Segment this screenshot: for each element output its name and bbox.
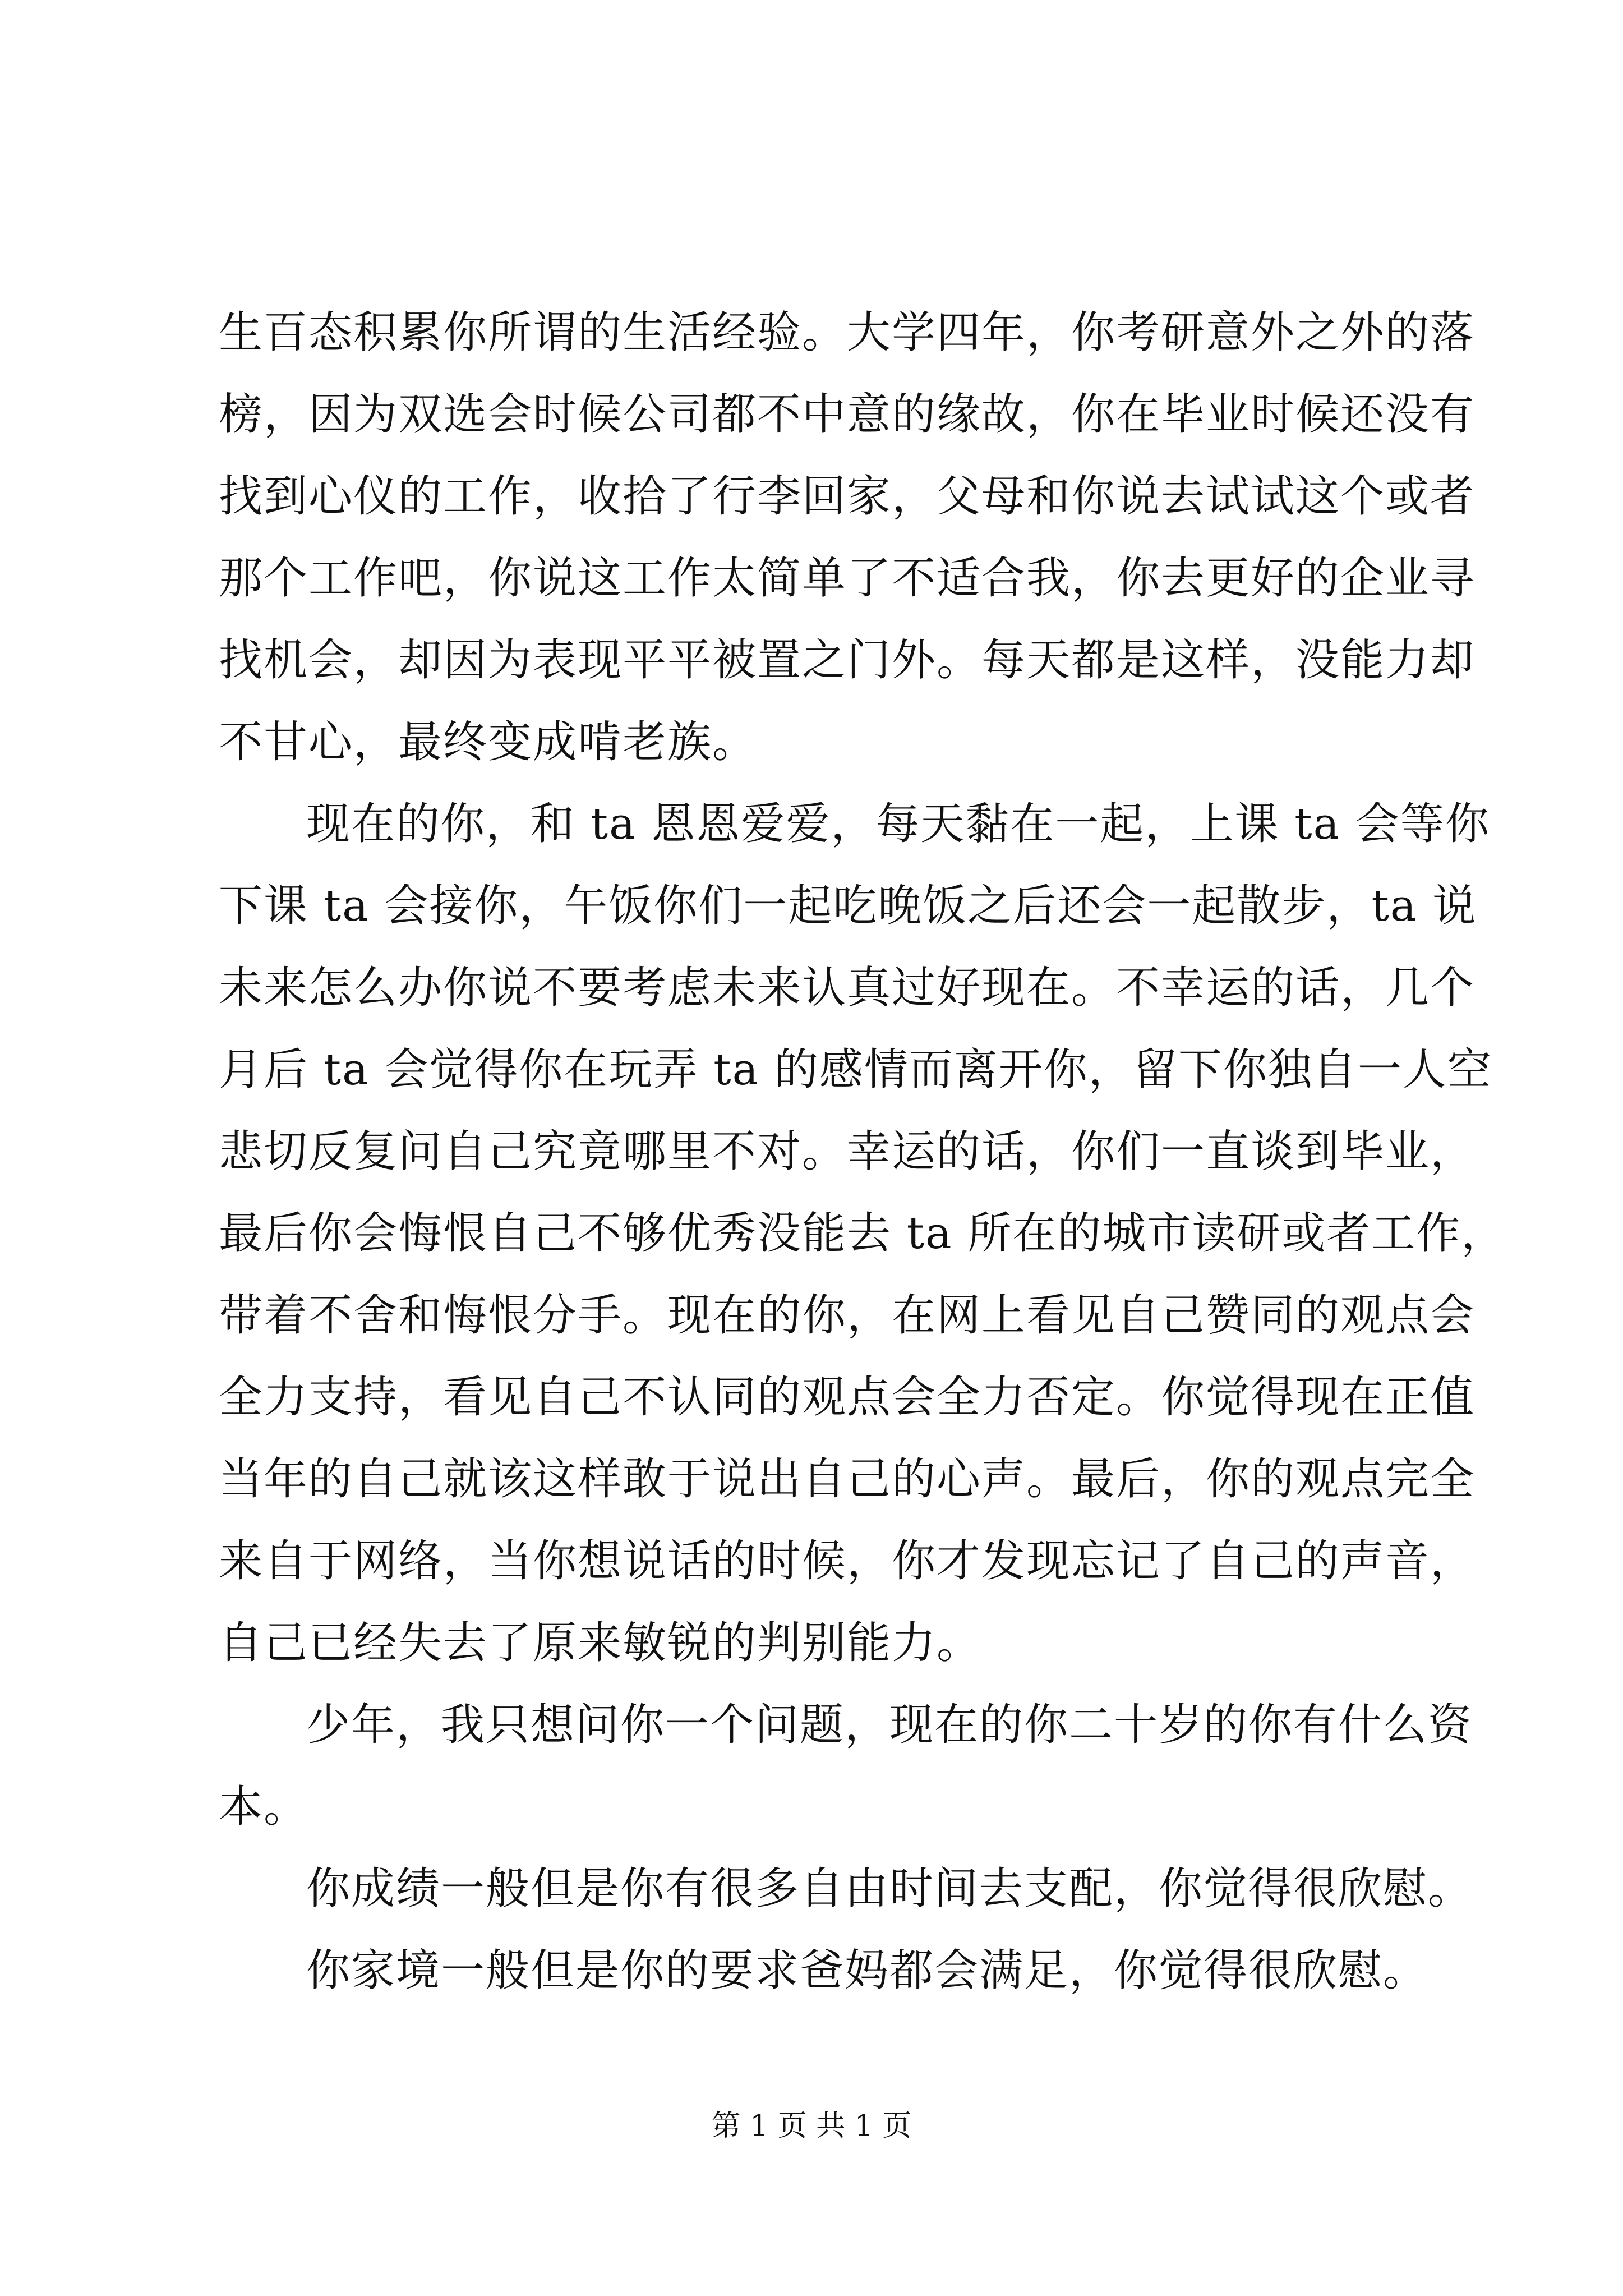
text-line: 月后 ta 会觉得你在玩弄 ta 的感情而离开你，留下你独自一人空 bbox=[219, 1045, 1492, 1095]
text-line: 找机会，却因为表现平平被置之门外。每天都是这样，没能力却 bbox=[219, 635, 1476, 685]
text-line: 最后你会悔恨自己不够优秀没能去 ta 所在的城市读研或者工作， bbox=[219, 1208, 1506, 1259]
text-line: 现在的你，和 ta 恩恩爱爱，每天黏在一起，上课 ta 会等你 bbox=[306, 799, 1490, 849]
text-line: 自己已经失去了原来敏锐的判别能力。 bbox=[219, 1618, 982, 1668]
text-line: 来自于网络，当你想说话的时候，你才发现忘记了自己的声音， bbox=[219, 1536, 1476, 1586]
text-line: 当年的自己就该这样敢于说出自己的心声。最后，你的观点完全 bbox=[219, 1454, 1476, 1504]
text-line: 本。 bbox=[219, 1782, 309, 1832]
text-line: 下课 ta 会接你，午饭你们一起吃晚饭之后还会一起散步，ta 说 bbox=[219, 881, 1478, 931]
text-line: 未来怎么办你说不要考虑未来认真过好现在。不幸运的话，几个 bbox=[219, 963, 1476, 1013]
text-line: 你成绩一般但是你有很多自由时间去支配，你觉得很欣慰。 bbox=[306, 1864, 1473, 1914]
body-text bbox=[219, 292, 1506, 2012]
text-line: 生百态积累你所谓的生活经验。大学四年，你考研意外之外的落 bbox=[219, 307, 1476, 358]
text-line: 悲切反复问自己究竟哪里不对。幸运的话，你们一直谈到毕业， bbox=[219, 1126, 1476, 1177]
text-line: 那个工作吧，你说这工作太简单了不适合我，你去更好的企业寻 bbox=[219, 553, 1476, 604]
page-footer: 第 1 页 共 1 页 bbox=[711, 2109, 912, 2143]
text-line: 不甘心，最终变成啃老族。 bbox=[219, 717, 758, 767]
text-line: 你家境一般但是你的要求爸妈都会满足，你觉得很欣慰。 bbox=[306, 1945, 1428, 1996]
text-line: 找到心仪的工作，收拾了行李回家，父母和你说去试试这个或者 bbox=[219, 471, 1476, 522]
text-line: 全力支持，看见自己不认同的观点会全力否定。你觉得现在正值 bbox=[219, 1372, 1476, 1423]
text-line: 榜，因为双选会时候公司都不中意的缘故，你在毕业时候还没有 bbox=[219, 389, 1476, 440]
text-line: 少年，我只想问你一个问题，现在的你二十岁的你有什么资 bbox=[306, 1700, 1473, 1750]
text-line: 带着不舍和悔恨分手。现在的你，在网上看见自己赞同的观点会 bbox=[219, 1290, 1476, 1341]
